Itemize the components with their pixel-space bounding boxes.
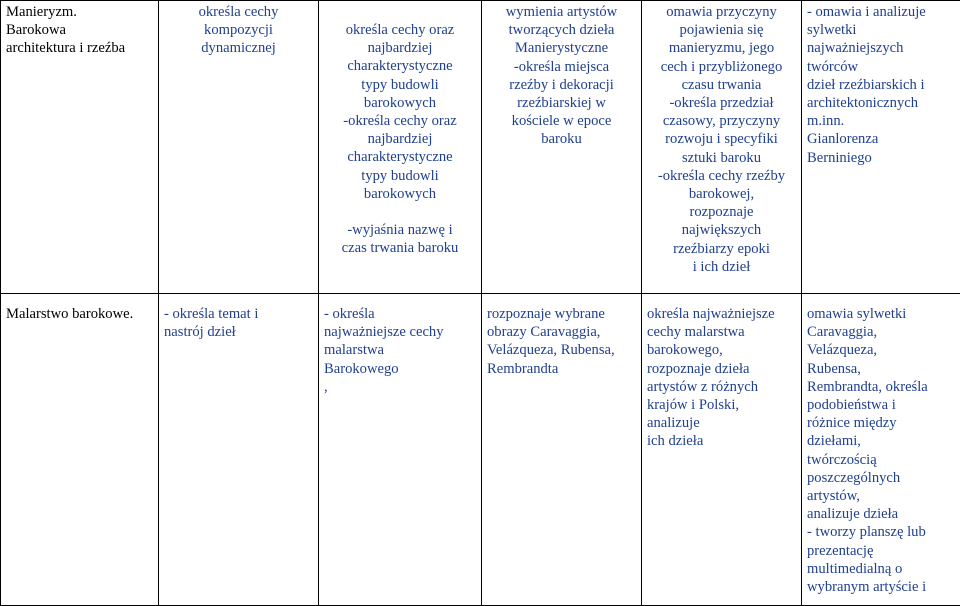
cell-line: omawia sylwetki [807,305,955,323]
cell-line: - omawia i analizuje [807,3,955,21]
cell-line: Barokowa [6,21,153,39]
cell-line: manieryzmu, jego [647,39,796,57]
requirement-cell-sufficient [319,294,482,606]
cell-line: Manieryzm. [6,3,153,21]
cell-line: Velázqueza, Rubensa, [487,341,636,359]
cell-line: Rembrandta [487,360,636,378]
cell-line: kompozycji [164,21,313,39]
cell-line: krajów i Polski, [647,396,796,414]
requirement-cell-good [482,294,642,606]
cell-line: - określa temat i [164,305,313,323]
cell-line: różnice między [807,414,955,432]
cell-line: czasowy, przyczyny [647,112,796,130]
table-row-baroque-painting [1,294,960,606]
cell-line: sztuki baroku [647,149,796,167]
cell-line: wybranym artyście i [807,578,955,596]
requirement-cell-good [482,1,642,294]
cell-line: -wyjaśnia nazwę i [324,221,476,239]
cell-line: barokowej, [647,185,796,203]
cell-line: czasu trwania [647,76,796,94]
cell-line: -określa przedział [647,94,796,112]
cell-line: określa cechy [164,3,313,21]
cell-line: kościele w epoce [487,112,636,130]
cell-line: najbardziej [324,39,476,57]
requirement-cell-excellent [802,1,960,294]
requirement-cell-excellent [802,294,960,606]
cell-line: multimedialną o [807,560,955,578]
cell-line: rzeźbiarzy epoki [647,240,796,258]
requirement-cell-basic [159,294,319,606]
cell-line: rzeźby i dekoracji [487,76,636,94]
cell-line: pojawienia się [647,21,796,39]
cell-line: - określa [324,305,476,323]
cell-line: Velázqueza, [807,341,955,359]
cell-line: obrazy Caravaggia, [487,323,636,341]
cell-line: najważniejszych [807,39,955,57]
requirement-cell-sufficient [319,1,482,294]
cell-line: Berniniego [807,149,955,167]
cell-line: typy budowli [324,76,476,94]
cell-line: najważniejsze cechy [324,323,476,341]
cell-line: barokowych [324,94,476,112]
cell-line: i ich dzieł [647,258,796,276]
cell-line: , [324,378,476,396]
cell-line: artystów z różnych [647,378,796,396]
cell-line: artystów, [807,487,955,505]
cell-line: dynamicznej [164,39,313,57]
cell-line: dziełami, [807,432,955,450]
cell-line: Malarstwo barokowe. [6,305,153,323]
cell-line: -określa miejsca [487,58,636,76]
cell-line: cech i przybliżonego [647,58,796,76]
blank-line [324,203,476,221]
cell-line: barokowego, [647,341,796,359]
requirement-cell-very-good [642,294,802,606]
requirement-cell-very-good [642,1,802,294]
cell-line: najbardziej [324,130,476,148]
cell-line: -określa cechy oraz [324,112,476,130]
cell-line: rozpoznaje dzieła [647,360,796,378]
topic-cell [1,294,159,606]
cell-line: tworzących dzieła [487,21,636,39]
cell-line: rozpoznaje [647,203,796,221]
cell-line: rzeźbiarskiej w [487,94,636,112]
cell-line: barokowych [324,185,476,203]
cell-line: określa cechy oraz [324,21,476,39]
cell-line: architektura i rzeźba [6,39,153,57]
cell-line: poszczególnych [807,469,955,487]
cell-line: cechy malarstwa [647,323,796,341]
cell-line: wymienia artystów [487,3,636,21]
cell-line: największych [647,221,796,239]
table-row-baroque-architecture [1,1,960,294]
cell-line: twórczością [807,451,955,469]
cell-line: Barokowego [324,360,476,378]
cell-line: ich dzieła [647,432,796,450]
cell-line: analizuje dzieła [807,505,955,523]
topic-cell [1,1,159,294]
cell-line: podobieństwa i [807,396,955,414]
cell-line: m.inn. [807,112,955,130]
cell-line: Manierystyczne [487,39,636,57]
cell-line: Rembrandta, określa [807,378,955,396]
cell-line: twórców [807,58,955,76]
cell-line: Rubensa, [807,360,955,378]
cell-line: dzieł rzeźbiarskich i [807,76,955,94]
cell-line: prezentację [807,542,955,560]
cell-line: charakterystyczne [324,148,476,166]
cell-line: rozwoju i specyfiki [647,130,796,148]
cell-line: - tworzy planszę lub [807,523,955,541]
cell-line: analizuje [647,414,796,432]
cell-line: malarstwa [324,341,476,359]
cell-line: Caravaggia, [807,323,955,341]
cell-line: czas trwania baroku [324,239,476,257]
cell-line: charakterystyczne [324,57,476,75]
cell-line: nastrój dzieł [164,323,313,341]
cell-line: baroku [487,130,636,148]
cell-line: typy budowli [324,167,476,185]
cell-line: sylwetki [807,21,955,39]
cell-line: rozpoznaje wybrane [487,305,636,323]
cell-line: Gianlorenza [807,130,955,148]
cell-line: określa najważniejsze [647,305,796,323]
cell-line: omawia przyczyny [647,3,796,21]
cell-line: -określa cechy rzeźby [647,167,796,185]
cell-line: architektonicznych [807,94,955,112]
requirement-cell-basic [159,1,319,294]
